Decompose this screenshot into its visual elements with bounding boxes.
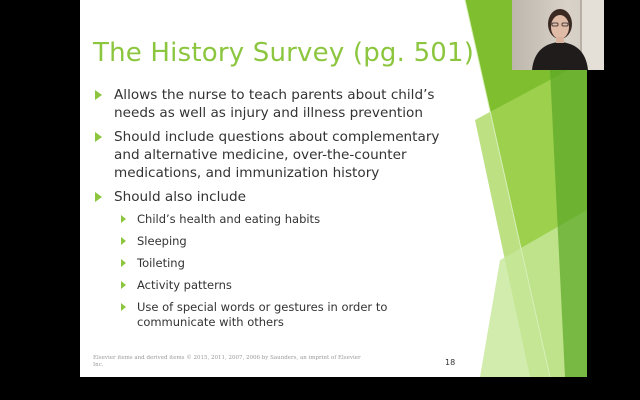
slide-title: The History Survey (pg. 501) — [93, 38, 475, 68]
page-number: 18 — [445, 358, 456, 367]
bullet-item: Should include questions about complementary and alternative medicine, over-the-counter medications, and immunization history — [94, 128, 454, 182]
sub-bullet-item: Child’s health and eating habits — [120, 212, 454, 227]
sub-bullet-item: Toileting — [120, 256, 454, 271]
presentation-slide — [80, 0, 587, 377]
presenter-neck — [556, 37, 564, 43]
sub-bullet-item: Activity patterns — [120, 278, 454, 293]
sub-bullet-item: Sleeping — [120, 234, 454, 249]
bullet-item: Should also include — [94, 188, 454, 206]
letterbox-bar — [0, 377, 640, 400]
webcam-overlay — [512, 0, 604, 70]
copyright-footer: Elsevier items and derived items © 2015, 2011, 2007, 2006 by Saunders, an imprint of Elsevier Inc. — [93, 355, 361, 368]
presenter-face — [551, 15, 569, 39]
presenter-silhouette — [512, 0, 604, 70]
sub-bullet-item: Use of special words or gestures in order to communicate with others — [120, 300, 454, 330]
slide-content — [94, 86, 454, 337]
bullet-item: Allows the nurse to teach parents about child’s needs as well as injury and illness prevention — [94, 86, 454, 122]
presenter-body — [532, 42, 588, 70]
